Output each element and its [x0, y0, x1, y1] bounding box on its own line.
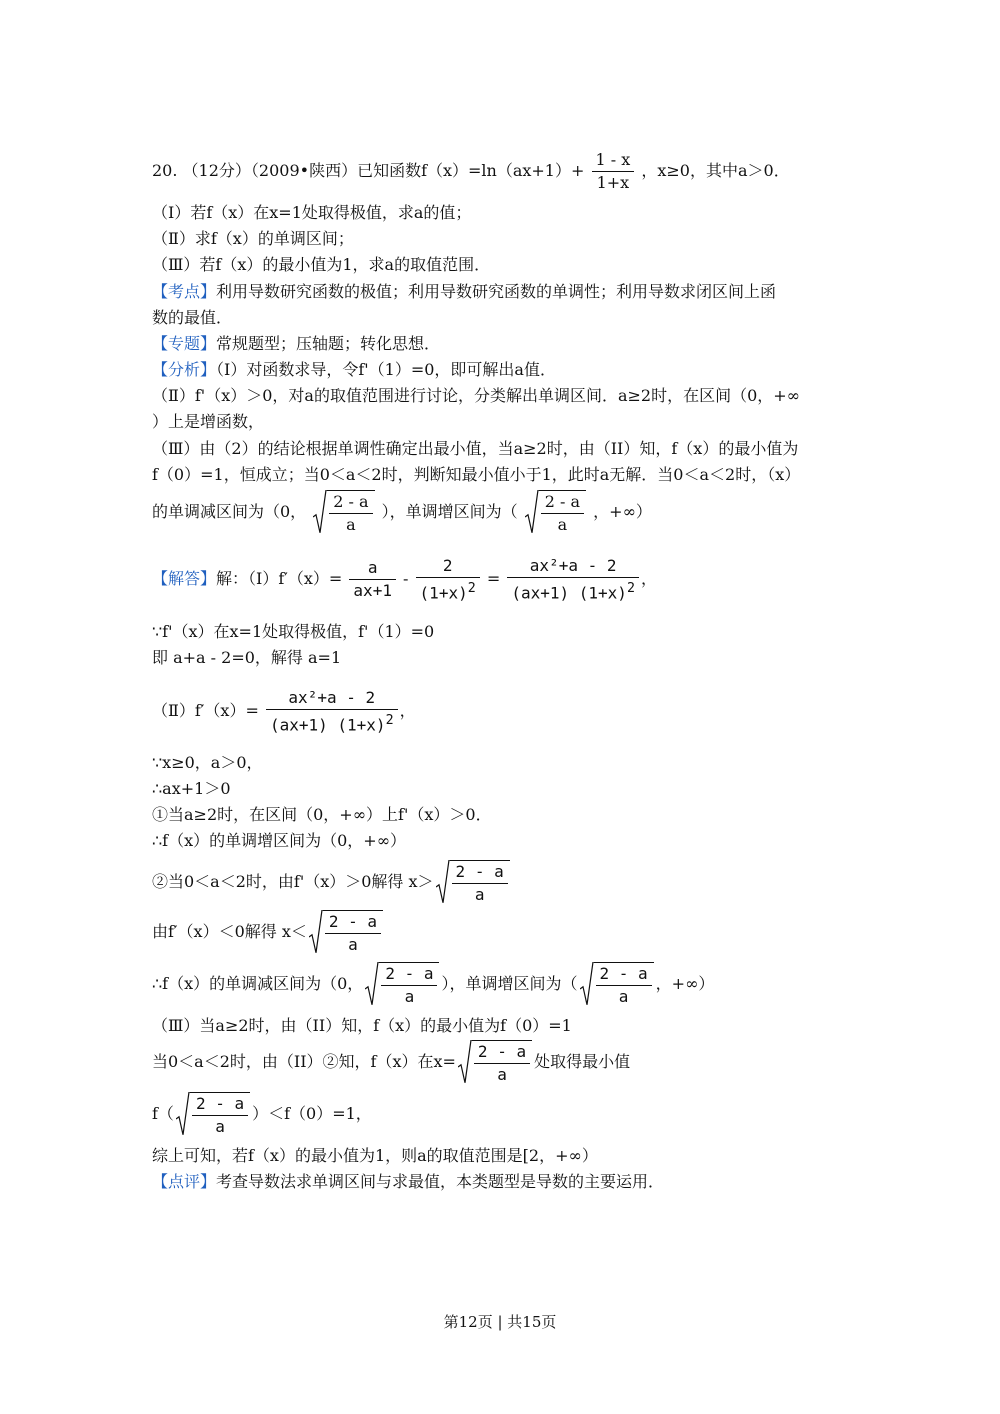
fenxi-line	[152, 359, 556, 381]
sqrt-denominator: a	[497, 1065, 507, 1084]
jieda-line-15: 综上可知，若f（x）的最小值为1，则a的取值范围是[2，+∞）	[152, 1146, 598, 1165]
dianping-text: 考查导数法求单调区间与求最值，本类题型是导数的主要运用．	[216, 1172, 665, 1191]
sqrt-denominator: a	[618, 987, 629, 1006]
minus-sign: -	[403, 569, 409, 589]
sqrt-numerator: 2 - a	[596, 964, 652, 986]
fraction-numerator: 1 - x	[592, 150, 635, 172]
jieda-l4-pre: （Ⅱ）f′（x）=	[152, 701, 259, 721]
sqrt-denominator: a	[404, 987, 415, 1006]
sqrt-expression	[580, 962, 654, 1007]
fraction	[507, 556, 639, 603]
sqrt-expression	[309, 910, 383, 955]
comma: ，	[640, 569, 657, 589]
sqrt-denominator: a	[346, 515, 356, 534]
sqrt-numerator: 2 - a	[541, 492, 584, 514]
fraction-numerator: ax²+a - 2	[507, 556, 639, 578]
jieda-line-9	[152, 860, 512, 905]
zhuanti-tag: 【专题】	[152, 334, 217, 353]
sqrt-denominator: a	[348, 935, 358, 954]
fenxi-text-2: （Ⅱ）f'（x）＞0，对a的取值范围进行讨论，分类解出单调区间．a≥2时，在区间（0，+∞	[152, 386, 800, 405]
fenxi-line6-pre: 的单调减区间为（0，	[152, 502, 307, 521]
problem-meta: （12分）（2009•陕西）已知函数f（x）=ln（ax+1）+	[182, 161, 585, 180]
jieda-line-10	[152, 910, 385, 955]
jieda-line-4	[152, 688, 416, 735]
fraction-denominator: $(1+x)^2$	[419, 581, 476, 603]
exponent: 2	[626, 581, 635, 596]
jieda-line-11	[152, 962, 714, 1007]
radical-sign	[313, 490, 327, 535]
fraction-denominator: ax+1	[353, 581, 392, 601]
fraction-denominator: (ax+1) $(1+x)^2$	[269, 713, 394, 735]
problem-part-1: （Ⅰ）若f（x）在x=1处取得极值，求a的值；	[152, 203, 472, 222]
jieda-line-6: ∴ax+1＞0	[152, 779, 231, 798]
radical-sign	[458, 1040, 472, 1085]
fenxi-line6-mid: ），单调增区间为（	[381, 502, 518, 521]
problem-part-2: （Ⅱ）求f（x）的单调区间；	[152, 229, 354, 248]
fraction-denominator: 1+x	[596, 173, 630, 192]
exponent: 2	[467, 581, 476, 596]
fraction-numerator: a	[349, 558, 396, 580]
comma: ，	[399, 701, 416, 721]
sqrt-expression	[436, 860, 510, 905]
fenxi-text-5: f（0）=1，恒成立；当0＜a＜2时，判断知最小值小于1，此时a无解．当0＜a＜2时，（x）	[152, 465, 801, 484]
problem-part-3: （Ⅲ）若f（x）的最小值为1，求a的取值范围．	[152, 255, 491, 274]
kaodian-line	[152, 281, 776, 303]
fenxi-text-3: ）上是增函数，	[152, 412, 265, 431]
dianping-tag: 【点评】	[152, 1172, 217, 1191]
radical-sign	[436, 860, 450, 905]
fraction	[416, 556, 480, 603]
kaodian-text-2: 数的最值．	[152, 308, 233, 327]
fraction	[266, 688, 398, 735]
sqrt-numerator: 2 - a	[381, 964, 437, 986]
jieda-line-1	[152, 556, 657, 603]
fraction-denominator: (ax+1) $(1+x)^2$	[511, 581, 635, 603]
jieda-line-7: ①当a≥2时，在区间（0，+∞）上f'（x）＞0．	[152, 805, 492, 824]
fraction-numerator: ax²+a - 2	[266, 688, 398, 710]
jieda-l9-pre: ②当0＜a＜2时，由f'（x）＞0解得 x＞	[152, 872, 434, 891]
sqrt-expression	[176, 1092, 250, 1137]
sqrt-numerator: 2 - a	[329, 492, 372, 514]
equals-sign: =	[486, 569, 501, 589]
sqrt-numerator: 2 - a	[452, 862, 508, 884]
jieda-l1-pre: 解：（Ⅰ）f′（x）=	[216, 569, 343, 589]
kaodian-text-1: 利用导数研究函数的极值；利用导数研究函数的单调性；利用导数求闭区间上函	[216, 282, 777, 301]
radical-sign	[309, 910, 323, 955]
jieda-l10-pre: 由f′（x）＜0解得 x＜	[152, 922, 307, 941]
fraction-numerator: 2	[416, 556, 480, 578]
fraction	[592, 150, 635, 193]
jieda-l14-end: ）＜f（0）=1，	[252, 1104, 372, 1123]
jieda-line-13	[152, 1040, 630, 1085]
fenxi-text-4: （Ⅲ）由（2）的结论根据单调性确定出最小值，当a≥2时，由（II）知，f（x）的最小值为	[152, 439, 799, 458]
fenxi-text-1: （Ⅰ）对函数求导，令f'（1）=0，即可解出a值．	[216, 360, 556, 379]
fenxi-line6-end: ，+∞）	[593, 502, 652, 521]
jieda-line-3: 即 a+a - 2=0，解得 a=1	[152, 648, 342, 667]
sqrt-expression	[365, 962, 439, 1007]
sqrt-denominator: a	[474, 885, 485, 904]
jieda-line-12: （Ⅲ）当a≥2时，由（II）知，f（x）的最小值为f（0）=1	[152, 1016, 572, 1035]
jieda-l11-end: ，+∞）	[655, 974, 715, 993]
problem-tail: ，x≥0，其中a＞0．	[641, 161, 790, 180]
sqrt-expression	[458, 1040, 532, 1085]
jieda-l11-mid: ），单调增区间为（	[441, 974, 578, 993]
problem-statement	[152, 150, 790, 193]
zhuanti-line	[152, 333, 440, 355]
jieda-l13-pre: 当0＜a＜2时，由（II）②知，f（x）在x=	[152, 1052, 456, 1071]
jieda-line-8: ∴f（x）的单调增区间为（0，+∞）	[152, 831, 407, 850]
radical-sign	[365, 962, 379, 1007]
page-footer: 第12页 | 共15页	[443, 1313, 557, 1331]
sqrt-denominator: a	[215, 1117, 225, 1136]
sqrt-expression	[525, 490, 586, 535]
sqrt-numerator: 2 - a	[192, 1094, 248, 1116]
jieda-l14-pre: f（	[152, 1104, 174, 1123]
fenxi-tag: 【分析】	[152, 360, 217, 379]
sqrt-numerator: 2 - a	[325, 912, 381, 934]
jieda-l13-end: 处取得最小值	[534, 1052, 631, 1071]
sqrt-denominator: a	[557, 515, 568, 534]
sqrt-expression	[313, 490, 374, 535]
jieda-tag: 【解答】	[152, 569, 217, 589]
radical-sign	[580, 962, 594, 1007]
kaodian-tag: 【考点】	[152, 282, 217, 301]
radical-sign	[525, 490, 539, 535]
fenxi-text-6	[152, 490, 652, 535]
jieda-line-2: ∵f'（x）在x=1处取得极值，f'（1）=0	[152, 622, 435, 641]
exponent: 2	[385, 713, 394, 728]
problem-number: 20.	[152, 161, 178, 180]
zhuanti-text: 常规题型；压轴题；转化思想．	[216, 334, 441, 353]
fraction	[349, 558, 396, 601]
jieda-l11-pre: ∴f（x）的单调减区间为（0，	[152, 974, 364, 993]
radical-sign	[176, 1092, 190, 1137]
jieda-line-5: ∵x≥0，a＞0，	[152, 753, 263, 772]
dianping-line	[152, 1171, 664, 1193]
jieda-line-14	[152, 1092, 372, 1137]
sqrt-numerator: 2 - a	[474, 1042, 530, 1064]
